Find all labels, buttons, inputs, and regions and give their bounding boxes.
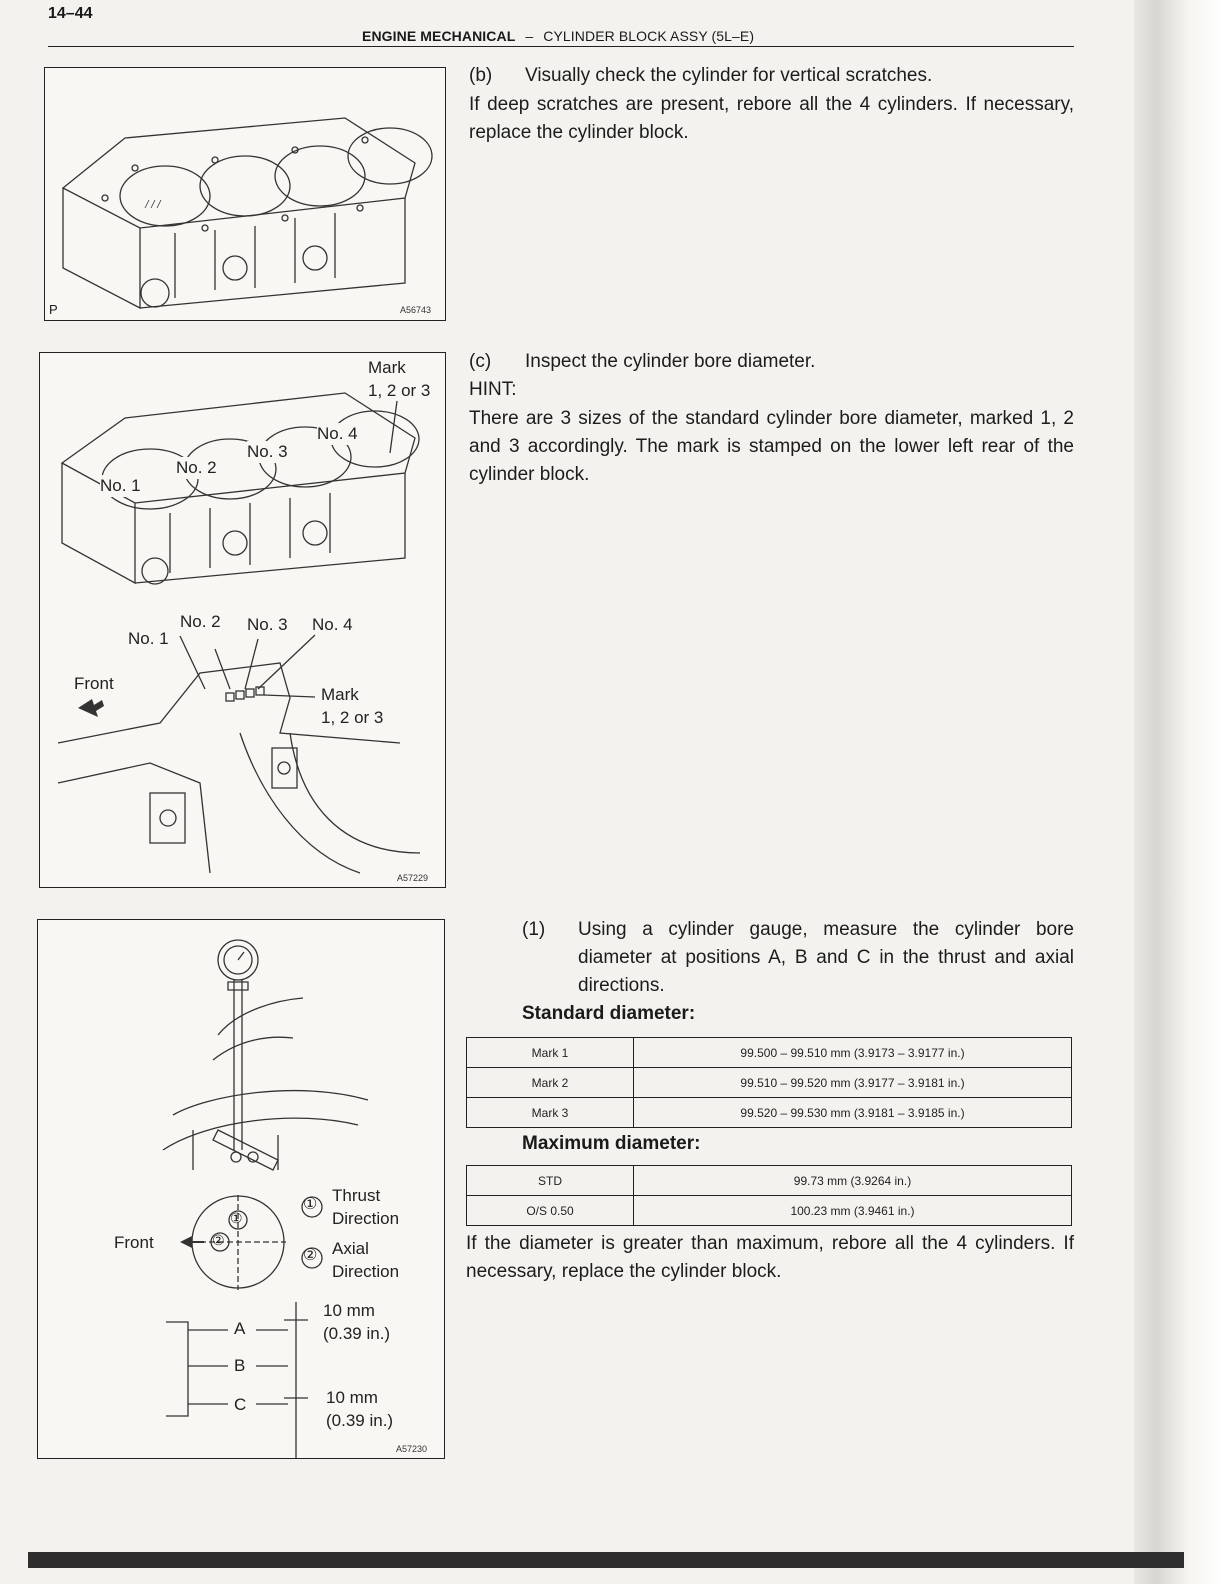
cyl-bottom-no3: No. 3 xyxy=(247,615,288,634)
table-row xyxy=(467,1166,1072,1196)
cyl-top-no1: No. 1 xyxy=(100,475,141,497)
dim-bottom-in: (0.39 in.) xyxy=(326,1411,394,1430)
table-row xyxy=(467,1098,1072,1128)
standard-diameter-title: Standard diameter: xyxy=(522,1003,696,1024)
mark-cell: Mark 1 xyxy=(467,1038,634,1068)
cylinder-mark-illustration xyxy=(40,353,445,887)
header-rule xyxy=(48,46,1074,47)
table-row xyxy=(467,1068,1072,1098)
axial-direction-line1: Axial xyxy=(332,1239,369,1258)
cyl-bottom-no1: No. 1 xyxy=(128,629,169,648)
figure-cylinder-mark-location xyxy=(39,352,446,888)
standard-diameter-table xyxy=(466,1037,1072,1128)
size-cell: STD xyxy=(467,1166,634,1196)
page-edge-shadow xyxy=(1134,0,1224,1584)
page-number: 14–44 xyxy=(48,5,93,22)
figure-cylinder-gauge xyxy=(37,919,445,1459)
step-b-label: (b) xyxy=(469,65,493,86)
value-cell: 99.500 – 99.510 mm (3.9173 – 3.9177 in.) xyxy=(634,1038,1072,1068)
step-c-label: (c) xyxy=(469,351,492,372)
step-c-heading xyxy=(469,348,1074,376)
maximum-diameter-table xyxy=(466,1165,1072,1226)
running-header xyxy=(362,28,754,44)
step-1-text: Using a cylinder gauge, measure the cylinder bore diameter at positions A, B and C in the thrust and axial directions. xyxy=(578,919,1074,996)
value-cell: 100.23 mm (3.9461 in.) xyxy=(634,1196,1072,1226)
legend-axial-number: ② xyxy=(303,1247,318,1264)
axial-circle-number: ② xyxy=(212,1232,225,1248)
header-subsection: CYLINDER BLOCK ASSY (5L–E) xyxy=(543,28,755,44)
position-a: A xyxy=(234,1319,246,1338)
thrust-circle-number: ① xyxy=(230,1210,243,1226)
axial-direction-line2: Direction xyxy=(332,1262,400,1281)
mark-cell: Mark 2 xyxy=(467,1068,634,1098)
header-separator: – xyxy=(525,28,534,44)
figure1-corner-label: P xyxy=(49,302,58,317)
figure1-code: A56743 xyxy=(400,305,432,315)
step-b-heading xyxy=(469,62,1074,90)
value-cell: 99.520 – 99.530 mm (3.9181 – 3.9185 in.) xyxy=(634,1098,1072,1128)
dim-top-in: (0.39 in.) xyxy=(323,1324,391,1343)
bottom-bar xyxy=(28,1552,1184,1568)
legend-thrust-number: ① xyxy=(303,1196,318,1213)
figure2-code: A57229 xyxy=(397,873,429,883)
conclusion-text: If the diameter is greater than maximum, rebore all the 4 cylinders. If necessary, replace the cylinder block. xyxy=(466,1233,1074,1282)
mark-top-line1: Mark xyxy=(368,358,406,377)
value-cell: 99.73 mm (3.9264 in.) xyxy=(634,1166,1072,1196)
table-row xyxy=(467,1038,1072,1068)
position-c: C xyxy=(234,1395,247,1414)
table-row xyxy=(467,1196,1072,1226)
cylinder-block-illustration xyxy=(45,68,445,320)
step-c-body: There are 3 sizes of the standard cylinder bore diameter, marked 1, 2 and 3 accordingly. The mark is stamped on the lower left rear of the cylinder block. xyxy=(469,408,1074,485)
figure-cylinder-block-scratches xyxy=(44,67,446,321)
front-label: Front xyxy=(74,674,114,693)
step-c-hint: HINT: xyxy=(469,379,517,400)
size-cell: O/S 0.50 xyxy=(467,1196,634,1226)
figure3-code: A57230 xyxy=(396,1444,428,1454)
cyl-top-no3: No. 3 xyxy=(247,441,288,463)
mark-bottom-line1: Mark xyxy=(321,685,359,704)
cyl-bottom-no2: No. 2 xyxy=(180,612,221,631)
position-b: B xyxy=(234,1356,246,1375)
thrust-direction-line2: Direction xyxy=(332,1209,400,1228)
dim-top-mm: 10 mm xyxy=(323,1301,375,1320)
maximum-diameter-title: Maximum diameter: xyxy=(522,1133,701,1154)
value-cell: 99.510 – 99.520 mm (3.9177 – 3.9181 in.) xyxy=(634,1068,1072,1098)
mark-cell: Mark 3 xyxy=(467,1098,634,1128)
cyl-top-no2: No. 2 xyxy=(176,457,217,479)
mark-bottom-line2: 1, 2 or 3 xyxy=(321,708,384,727)
front-label: Front xyxy=(114,1233,154,1252)
cyl-bottom-no4: No. 4 xyxy=(312,615,353,634)
mark-top-line2: 1, 2 or 3 xyxy=(368,381,431,400)
step-b-body: If deep scratches are present, rebore all the 4 cylinders. If necessary, replace the cylinder block. xyxy=(469,94,1074,143)
cyl-top-no4: No. 4 xyxy=(317,423,358,445)
header-section: ENGINE MECHANICAL xyxy=(362,28,516,44)
thrust-direction-line1: Thrust xyxy=(332,1186,381,1205)
cylinder-gauge-illustration xyxy=(38,920,444,1458)
dim-bottom-mm: 10 mm xyxy=(326,1388,378,1407)
step-c-line1: Inspect the cylinder bore diameter. xyxy=(525,351,816,372)
step-b-line1: Visually check the cylinder for vertical scratches. xyxy=(525,65,933,86)
step-1-label: (1) xyxy=(522,919,546,940)
